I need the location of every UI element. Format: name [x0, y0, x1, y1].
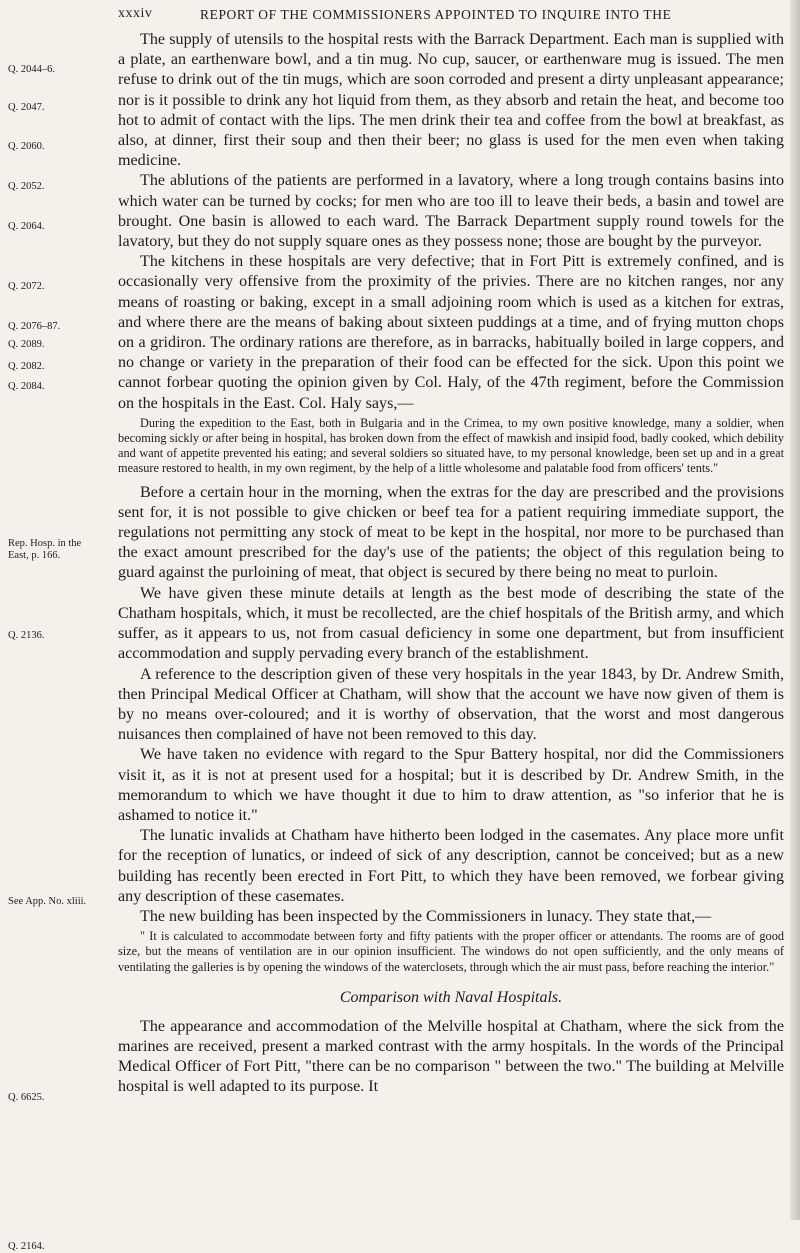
quotation: During the expedition to the East, both in Bulgaria and in the Crimea, to my own positive knowledge, many a soldier, when becoming sickly or after being in hospital, has broken down from the effect of mawkish and insipid food, badly cooked, which debility and want of appetite prevented his eating; and several soldiers so situated have, to my personal knowledge, been set up and in a great measure restored to health, in my own regiment, by the help of a little wholesome and palatable food from officers' tents." [118, 415, 784, 476]
quotation: " It is calculated to accommodate between forty and fifty patients with the proper officer or attendants. The rooms are of good size, but the means of ventilation are in our opinion insufficient. The windows do not open sufficiently, and the only means of ventilating the galleries is by opening the windows of the waterclosets, through which the air must pass, before reaching the interior." [118, 929, 784, 974]
margin-note: Q. 2047. [8, 102, 45, 113]
margin-note: Q. 2044–6. [8, 64, 55, 75]
margin-note: Q. 2136. [8, 630, 45, 641]
body-text [118, 30, 784, 1098]
margin-note: Rep. Hosp. in the East, p. 166. [8, 538, 82, 561]
running-title: REPORT OF THE COMMISSIONERS APPOINTED TO INQUIRE INTO THE [200, 7, 672, 22]
margin-note: Q. 2076–87. [8, 321, 61, 332]
margin-note: Q. 2064. [8, 221, 45, 232]
margin-note: Q. 2060. [8, 141, 45, 152]
paragraph: The ablutions of the patients are performed in a lavatory, where a long trough contains basins into which water can be turned by cocks; for men who are too ill to leave their beds, a basin and towel are brought. One basin is allowed to each ward. The Barrack Department supply round towels for the lavatory, but they do not supply square ones as they possess none; those are bought by the purveyor. [118, 172, 784, 251]
margin-note: Q. 2089. [8, 339, 45, 350]
paragraph: Before a certain hour in the morning, when the extras for the day are prescribed and the provisions sent for, it is not possible to give chicken or beef tea for a patient requiring immediate support, the regulations not permitting any stock of meat to be kept in the hospital, nor more to be purchased than the exact amount prescribed for the day's use of the patients; the object of this regulation being to guard against the purloining of meat, that object is secured by there being no meat to purloin. [118, 483, 784, 582]
paragraph: We have taken no evidence with regard to the Spur Battery hospital, nor did the Commissioners visit it, as it is not at present used for a hospital; but it is described by Dr. Andrew Smith, in the memorandum to which we have thought it due to him to draw attention, as "so inferior that he is ashamed to notice it." [118, 746, 784, 824]
page-number: xxxiv [118, 6, 153, 21]
paragraph: The appearance and accommodation of the Melville hospital at Chatham, where the sick from the marines are received, present a marked contrast with the army hospitals. In the words of the Principal Medical Officer of Fort Pitt, "there can be no comparison " between the two." The building at Melville hospital is well adapted to its purpose. It [118, 1017, 784, 1096]
paragraph: The new building has been inspected by the Commissioners in lunacy. They state that,— [140, 907, 712, 925]
page-header [0, 6, 800, 28]
paragraph: The lunatic invalids at Chatham have hitherto been lodged in the casemates. Any place more unfit for the reception of lunatics, or indeed of sick of any description, cannot be conceived; but as a new building has recently been erected in Fort Pitt, to which they have been removed, we forbear giving any description of these casemates. [118, 827, 784, 905]
margin-note: Q. 2164. [8, 1241, 45, 1252]
paragraph: The supply of utensils to the hospital rests with the Barrack Department. Each man is supplied with a plate, an earthenware bowl, and a tin mug. No cup, saucer, or earthenware mug is issued. The men refuse to drink out of the tin mugs, which are soon corroded and present a dirty unpleasant appearance; nor is it possible to drink any hot liquid from them, as they absorb and retain the heat, and become too hot to admit of contact with the lips. The men drink their tea and coffee from the bowl at breakfast, as also, at dinner, first their soup and then their beer; no glass is used for the men even when taking medicine. [118, 31, 784, 170]
margin-note: Q. 2082. [8, 361, 45, 372]
paragraph: We have given these minute details at length as the best mode of describing the state of the Chatham hospitals, which, it must be recollected, are the chief hospitals of the British army, and which suffer, as it appears to us, not from casual deficiency in some one department, but from insufficient accommodation and supply pervading every branch of the establishment. [118, 584, 784, 663]
margin-note: Q. 6625. [8, 1092, 45, 1103]
paragraph: The kitchens in these hospitals are very defective; that in Fort Pitt is extremely confined, and is occasionally very offensive from the proximity of the privies. There are no kitchen ranges, nor any means of roasting or baking, except in a small adjoining room which is used as a kitchen for extras, and where there are the means of baking about sixteen puddings at a time, and of frying mutton chops on a gridiron. The ordinary rations are therefore, as in barracks, habitually boiled in large coppers, and no change or variety in the preparation of their food can be effected for the sick. Upon this point we cannot forbear quoting the opinion given by Col. Haly, of the 47th regiment, before the Commission on the hospitals in the East. Col. Haly says,— [118, 253, 784, 412]
margin-note: Q. 2072. [8, 281, 45, 292]
section-subheading: Comparison with Naval Hospitals. [339, 988, 563, 1006]
paragraph: A reference to the description given of these very hospitals in the year 1843, by Dr. Andrew Smith, then Principal Medical Officer at Chatham, will show that the account we have now given of them is by no means over-coloured; and it is worthy of observation, that the worst and most dangerous nuisances then complained of have not been removed to this day. [118, 665, 784, 744]
margin-note: Q. 2084. [8, 381, 45, 392]
margin-note: See App. No. xliii. [8, 896, 87, 907]
page-edge-shadow [790, 0, 800, 1220]
margin-note: Q. 2052. [8, 181, 45, 192]
